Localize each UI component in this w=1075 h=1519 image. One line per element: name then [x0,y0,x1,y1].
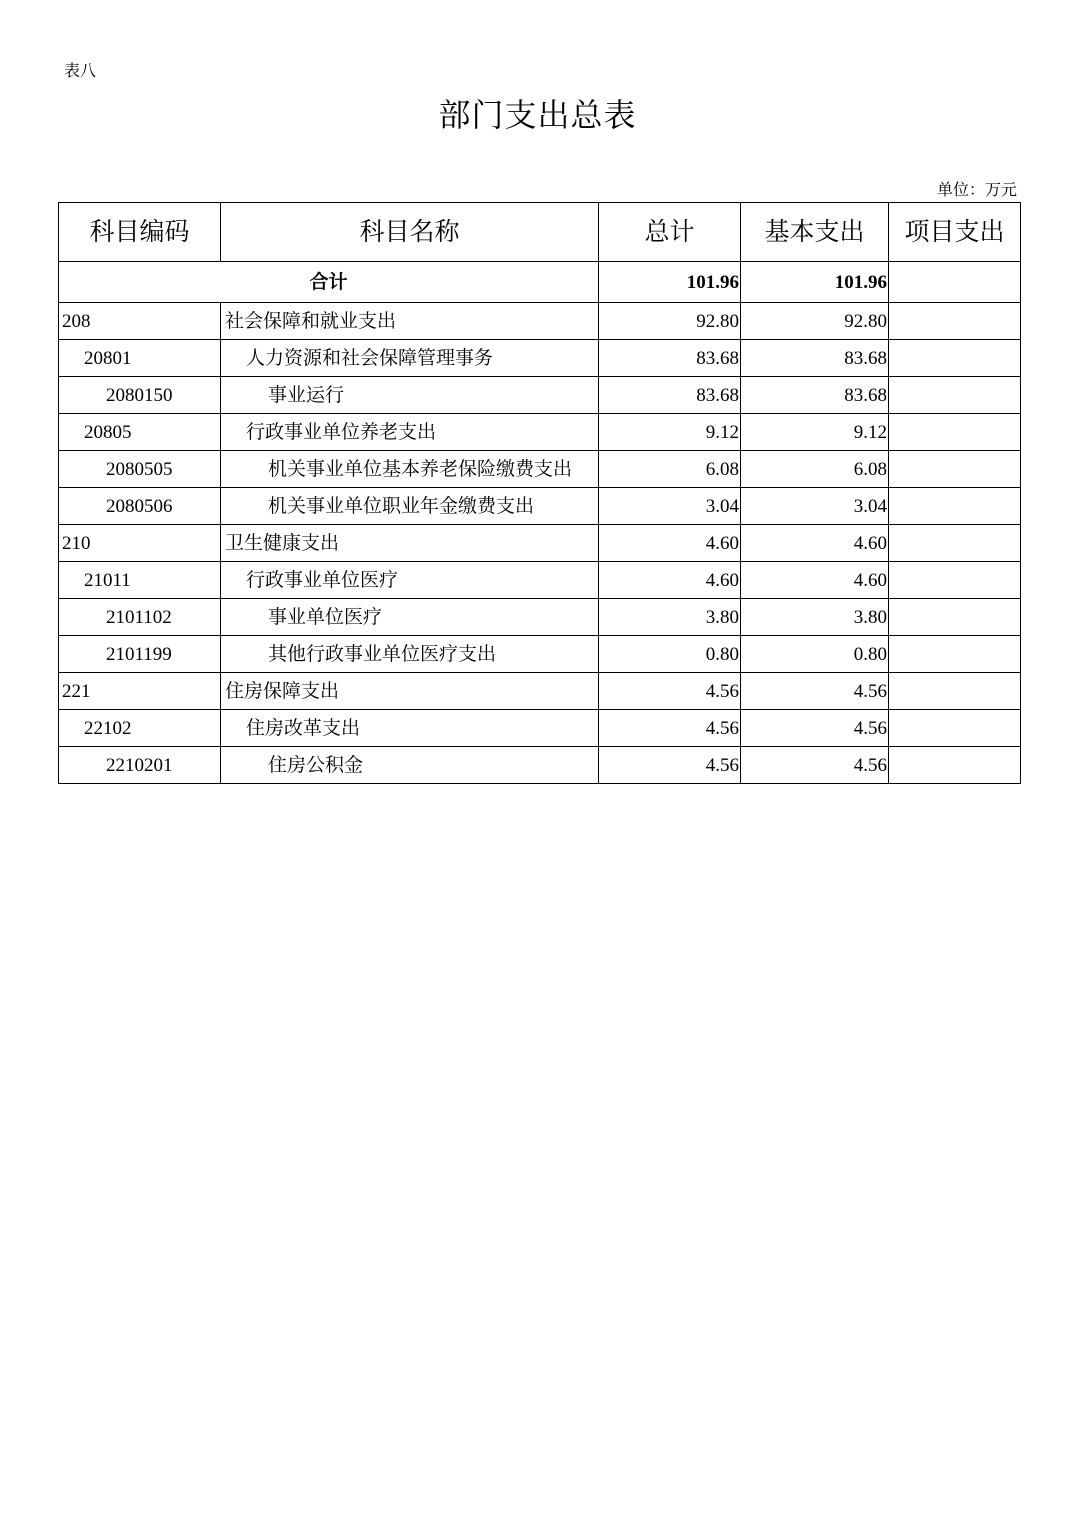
row-project [889,340,1021,377]
row-code: 210 [59,525,221,562]
table-row [59,340,1021,377]
row-name: 住房公积金 [221,747,599,784]
row-code: 2210201 [59,747,221,784]
table-row [59,377,1021,414]
row-total: 83.68 [599,377,741,414]
row-total: 4.60 [599,525,741,562]
row-project [889,525,1021,562]
row-basic: 4.56 [741,710,889,747]
expenditure-table [58,202,1021,784]
header-code: 科目编码 [59,203,221,262]
row-code: 2080506 [59,488,221,525]
row-name: 事业单位医疗 [221,599,599,636]
row-code: 2080150 [59,377,221,414]
row-name: 机关事业单位职业年金缴费支出 [221,488,599,525]
row-basic: 83.68 [741,340,889,377]
row-total: 4.56 [599,710,741,747]
row-basic: 4.60 [741,525,889,562]
table-row [59,451,1021,488]
row-basic: 4.56 [741,747,889,784]
table-row [59,599,1021,636]
row-code: 21011 [59,562,221,599]
row-total: 9.12 [599,414,741,451]
header-name: 科目名称 [221,203,599,262]
row-name: 行政事业单位养老支出 [221,414,599,451]
row-basic: 4.60 [741,562,889,599]
table-header-row [59,203,1021,262]
row-total: 4.56 [599,747,741,784]
row-total: 4.60 [599,562,741,599]
table-row [59,710,1021,747]
row-project [889,599,1021,636]
row-basic: 3.80 [741,599,889,636]
row-name: 事业运行 [221,377,599,414]
summary-project [889,262,1021,303]
row-basic: 6.08 [741,451,889,488]
row-project [889,303,1021,340]
header-total: 总计 [599,203,741,262]
row-code: 20805 [59,414,221,451]
row-code: 22102 [59,710,221,747]
table-number: 表八 [64,61,97,80]
row-name: 人力资源和社会保障管理事务 [221,340,599,377]
row-code: 2101199 [59,636,221,673]
row-basic: 4.56 [741,673,889,710]
row-name: 其他行政事业单位医疗支出 [221,636,599,673]
row-name: 机关事业单位基本养老保险缴费支出 [221,451,599,488]
row-basic: 3.04 [741,488,889,525]
header-project: 项目支出 [889,203,1021,262]
row-project [889,673,1021,710]
summary-label: 合计 [59,262,599,303]
summary-row [59,262,1021,303]
row-total: 4.56 [599,673,741,710]
table-row [59,525,1021,562]
row-name: 住房保障支出 [221,673,599,710]
row-code: 2101102 [59,599,221,636]
row-name: 社会保障和就业支出 [221,303,599,340]
row-project [889,636,1021,673]
row-basic: 92.80 [741,303,889,340]
unit-label: 单位：万元 [936,180,1017,199]
header-basic: 基本支出 [741,203,889,262]
row-total: 3.04 [599,488,741,525]
table-row [59,488,1021,525]
row-project [889,562,1021,599]
row-total: 83.68 [599,340,741,377]
row-code: 221 [59,673,221,710]
row-project [889,451,1021,488]
table-row [59,636,1021,673]
row-project [889,377,1021,414]
table-row [59,414,1021,451]
table-row [59,303,1021,340]
row-basic: 9.12 [741,414,889,451]
table-row [59,673,1021,710]
row-basic: 83.68 [741,377,889,414]
page-title: 部门支出总表 [438,96,637,134]
row-total: 92.80 [599,303,741,340]
row-code: 20801 [59,340,221,377]
summary-basic: 101.96 [741,262,889,303]
row-project [889,747,1021,784]
row-name: 住房改革支出 [221,710,599,747]
row-name: 卫生健康支出 [221,525,599,562]
row-project [889,488,1021,525]
row-total: 6.08 [599,451,741,488]
table-row [59,747,1021,784]
row-project [889,414,1021,451]
row-total: 3.80 [599,599,741,636]
row-name: 行政事业单位医疗 [221,562,599,599]
summary-total: 101.96 [599,262,741,303]
row-code: 2080505 [59,451,221,488]
row-total: 0.80 [599,636,741,673]
table-row [59,562,1021,599]
row-project [889,710,1021,747]
row-code: 208 [59,303,221,340]
row-basic: 0.80 [741,636,889,673]
